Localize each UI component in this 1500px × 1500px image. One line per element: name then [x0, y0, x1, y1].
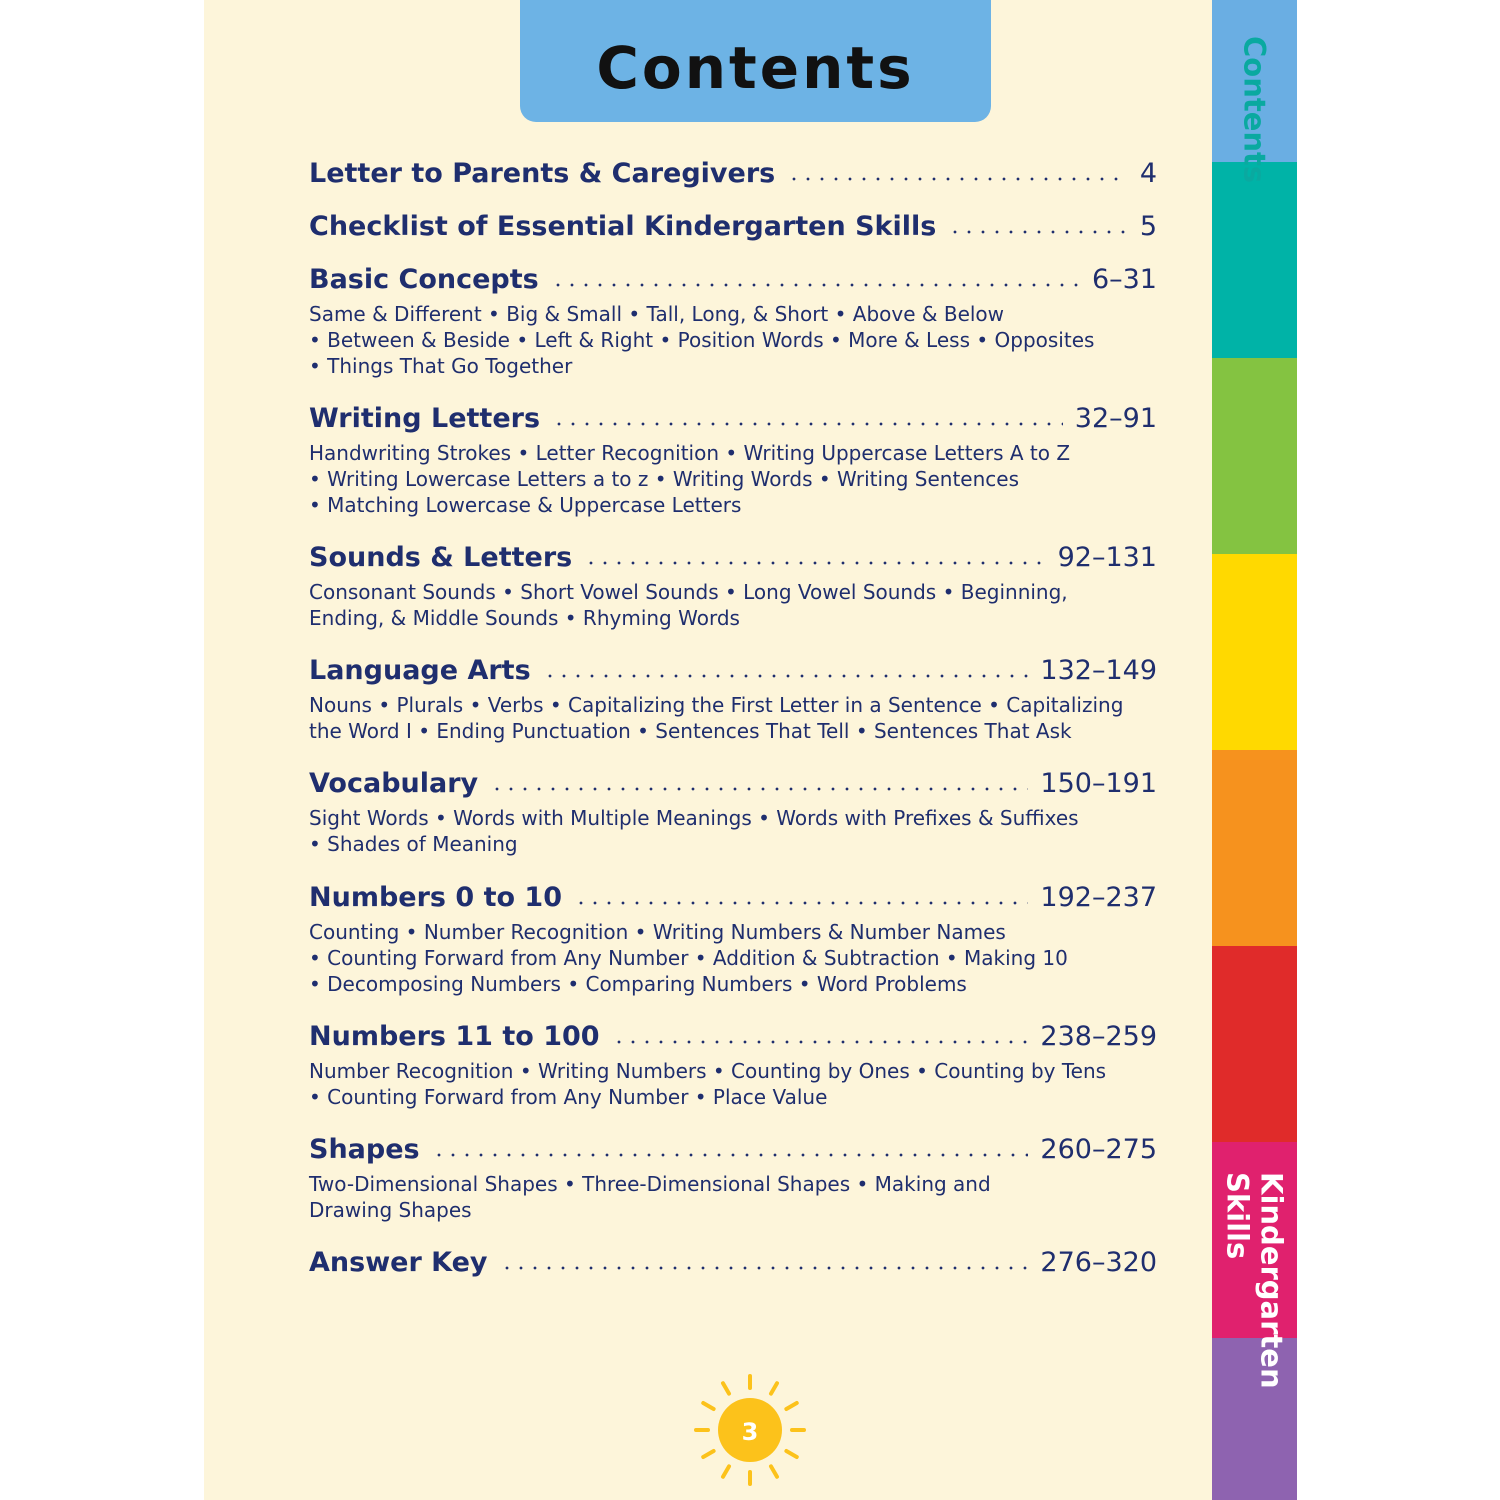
toc-entry-title: Vocabulary — [309, 768, 479, 799]
tab-band-green — [1212, 358, 1297, 554]
toc-entry-pages: 5 — [1139, 211, 1157, 242]
toc-entry-topics: Same & Different • Big & Small • Tall, Long, & Short • Above & Below • Between & Beside • Left & Right • Position Words • More & Less • Opposites • Things That Go Together — [309, 302, 1095, 378]
toc-entry-title: Language Arts — [309, 655, 531, 686]
toc-entry-title: Sounds & Letters — [309, 542, 573, 573]
toc-entry-pages: 6–31 — [1091, 264, 1157, 295]
toc-entry-pages: 192–237 — [1040, 882, 1157, 913]
toc-entry-shapes — [309, 1134, 1157, 1223]
toc-entry-topics: Sight Words • Words with Multiple Meanings • Words with Prefixes & Suffixes • Shades of Meaning — [309, 806, 1079, 856]
dot-leader — [612, 1040, 1029, 1044]
dot-leader — [543, 674, 1029, 678]
color-tab-sidebar — [1212, 0, 1297, 1500]
dot-leader — [787, 177, 1128, 181]
dot-leader — [574, 901, 1028, 905]
toc-entry-title: Shapes — [309, 1134, 420, 1165]
toc-entry-title: Writing Letters — [309, 403, 541, 434]
toc-entry-answer-key — [309, 1247, 1157, 1278]
toc-entry-sounds-letters — [309, 542, 1157, 631]
toc-entry-numbers-11-100 — [309, 1021, 1157, 1110]
dot-leader — [432, 1153, 1029, 1157]
toc-entry-title: Numbers 0 to 10 — [309, 882, 562, 913]
toc-entry-topics: Consonant Sounds • Short Vowel Sounds • Long Vowel Sounds • Beginning, Ending, & Middle Sounds • Rhyming Words — [309, 580, 1068, 630]
toc-entry-pages: 4 — [1139, 158, 1157, 189]
toc-entry-writing-letters — [309, 403, 1157, 518]
sidebar-label-contents: Contents — [1237, 36, 1272, 184]
toc-entry-checklist — [309, 211, 1157, 242]
toc-entry-topics: Handwriting Strokes • Letter Recognition • Writing Uppercase Letters A to Z • Writing Lowercase Letters a to z • Writing Words • Writing Sentences • Matching Lowercase & Uppercase Letters — [309, 441, 1071, 517]
toc-entry-pages: 92–131 — [1057, 542, 1157, 573]
dot-leader — [584, 561, 1045, 565]
toc-entry-vocabulary — [309, 768, 1157, 857]
dot-leader — [490, 787, 1028, 791]
contents-title-tab — [520, 0, 991, 122]
toc-entry-pages: 150–191 — [1040, 768, 1157, 799]
toc-entry-topics: Number Recognition • Writing Numbers • Counting by Ones • Counting by Tens • Counting Forward from Any Number • Place Value — [309, 1059, 1107, 1109]
toc-entry-pages: 32–91 — [1074, 403, 1157, 434]
toc-entry-topics: Counting • Number Recognition • Writing Numbers & Number Names • Counting Forward from Any Number • Addition & Subtraction • Making 10 • Decomposing Numbers • Comparing Numbers • Word Problems — [309, 920, 1068, 996]
toc-entry-title: Letter to Parents & Caregivers — [309, 158, 776, 189]
toc-entry-pages: 276–320 — [1040, 1247, 1157, 1278]
toc-entry-pages: 260–275 — [1040, 1134, 1157, 1165]
toc-entry-basic-concepts — [309, 264, 1157, 379]
toc-entry-title: Numbers 11 to 100 — [309, 1021, 600, 1052]
toc-entry-title: Basic Concepts — [309, 264, 539, 295]
sidebar-label-kindergarten-skills: Kindergarten Skills — [1220, 1172, 1289, 1389]
toc-entry-title: Answer Key — [309, 1247, 488, 1278]
toc-entry-pages: 238–259 — [1040, 1021, 1157, 1052]
sun-page-number — [692, 1370, 808, 1486]
dot-leader — [948, 230, 1127, 234]
toc-entry-topics: Two-Dimensional Shapes • Three-Dimensional Shapes • Making and Drawing Shapes — [309, 1172, 991, 1222]
toc-entry-numbers-0-10 — [309, 882, 1157, 997]
toc-entry-language-arts — [309, 655, 1157, 744]
dot-leader — [552, 422, 1063, 426]
toc-entry-title: Checklist of Essential Kindergarten Skills — [309, 211, 937, 242]
toc-entry-letter-to-parents — [309, 158, 1157, 189]
tab-band-orange — [1212, 750, 1297, 946]
page-title: Contents — [596, 34, 915, 102]
tab-band-yellow — [1212, 554, 1297, 750]
toc-entry-topics: Nouns • Plurals • Verbs • Capitalizing the First Letter in a Sentence • Capitalizing the Word I • Ending Punctuation • Sentences That Tell • Sentences That Ask — [309, 693, 1124, 743]
page-number: 3 — [741, 1418, 759, 1446]
tab-band-red — [1212, 946, 1297, 1142]
dot-leader — [500, 1266, 1029, 1270]
dot-leader — [551, 283, 1080, 287]
toc-entry-pages: 132–149 — [1040, 655, 1157, 686]
